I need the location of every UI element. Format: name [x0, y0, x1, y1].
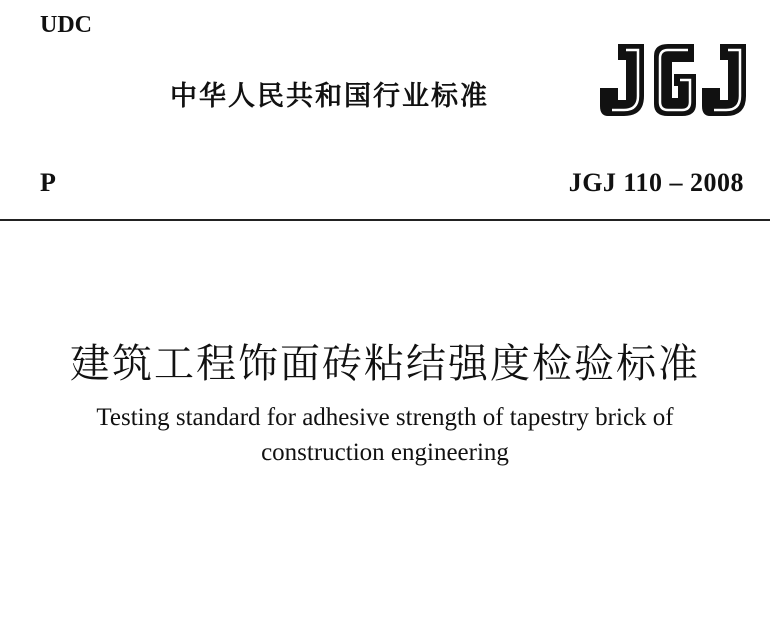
jgj-logo — [598, 40, 748, 120]
title-english: Testing standard for adhesive strength of tapestry brick of construction engineering — [96, 404, 674, 466]
category-code: P — [40, 168, 56, 197]
title-chinese: 建筑工程饰面砖粘结强度检验标准 — [70, 341, 700, 387]
udc-label: UDC — [40, 12, 92, 38]
header-divider — [0, 219, 770, 221]
industry-standard-heading: 中华人民共和国行业标准 — [170, 81, 489, 112]
standard-number: JGJ 110 – 2008 — [568, 168, 744, 197]
